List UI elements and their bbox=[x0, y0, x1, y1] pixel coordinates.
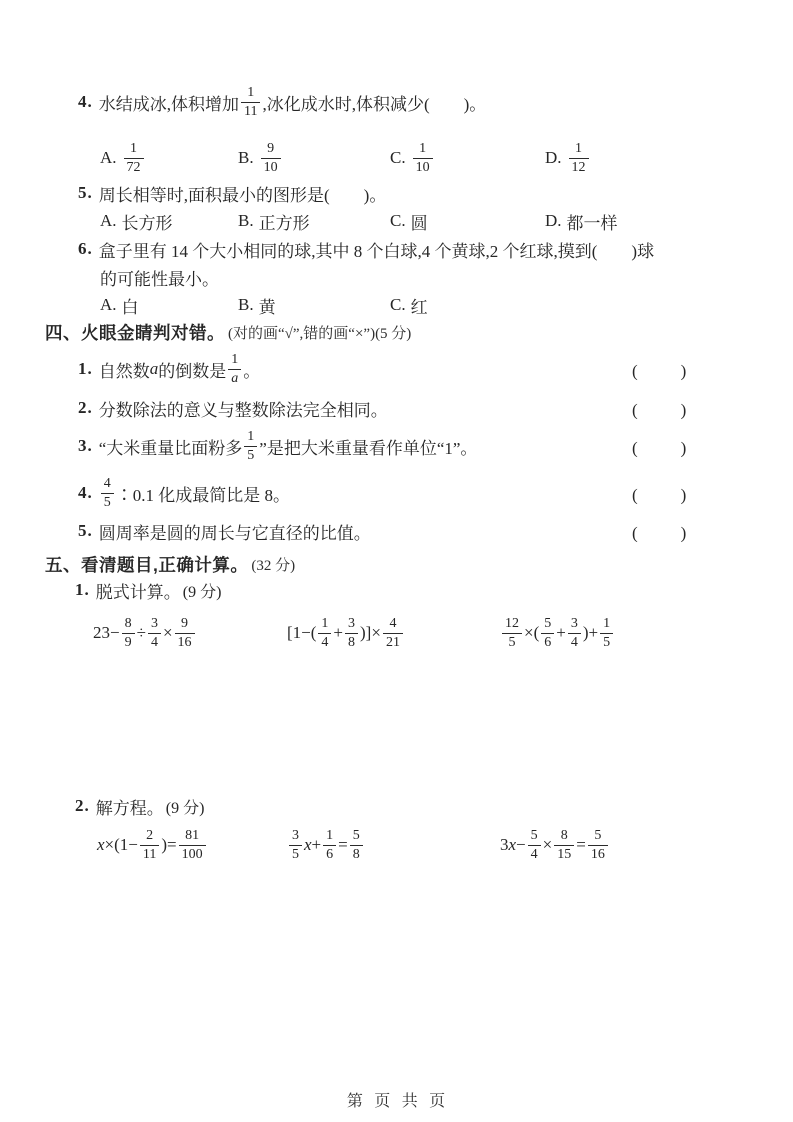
tf-item-5-text: 圆周率是圆的周长与它直径的比值。 bbox=[98, 523, 371, 543]
question-4 bbox=[78, 84, 486, 120]
calc-part-1-score: (9 分) bbox=[182, 583, 222, 601]
tf-item-5-number: 5. bbox=[78, 521, 93, 540]
tf-item-1-answer-blank: ( ) bbox=[632, 361, 690, 381]
calc-part-2-header bbox=[75, 794, 204, 818]
page-footer bbox=[0, 1088, 793, 1111]
tf-item-4-answer-blank: ( ) bbox=[632, 485, 690, 505]
calc-part-2-label: 解方程。 bbox=[95, 798, 164, 818]
calc-part-1-label: 脱式计算。 bbox=[95, 582, 181, 602]
tf-item-2 bbox=[0, 397, 760, 419]
equation-2: $\frac{3}{5}$ x + $\frac{1}{6}$ = $\frac{5}{8}$ bbox=[287, 820, 365, 870]
calc-part-2-number: 2. bbox=[75, 796, 90, 815]
calc-expression-2: [1−( $\frac{1}{4}$ + $\frac{3}{8}$ )]× $\frac{4}{21}$ bbox=[287, 608, 405, 658]
calc-part-1-number: 1. bbox=[75, 580, 90, 599]
tf-item-1-number: 1. bbox=[78, 359, 93, 378]
calc-expression-3: $\frac{12}{5}$ ×( $\frac{5}{6}$ + $\frac{3}{4}$ )+ $\frac{1}{5}$ bbox=[500, 608, 615, 658]
tf-item-5-answer-blank: ( ) bbox=[632, 523, 690, 543]
question-6-text-line2: 的可能性最小。 bbox=[100, 269, 219, 289]
tf-item-4-number: 4. bbox=[78, 483, 93, 502]
question-5-option-d: D. 都一样 bbox=[545, 211, 618, 233]
tf-item-4-text: $\frac{4}{5}$ ∶0.1 化成最简比是 8。 bbox=[99, 475, 290, 511]
question-4-option-c: C. $\frac{1}{10}$ bbox=[390, 136, 435, 180]
question-4-text: 水结成冰,体积增加 $\frac{1}{11}$ ,冰化成水时,体积减少( )。 bbox=[98, 85, 487, 119]
tf-item-2-number: 2. bbox=[78, 398, 93, 417]
question-4-option-b: B. $\frac{9}{10}$ bbox=[238, 136, 283, 180]
calc-part-2-score: (9 分) bbox=[165, 799, 205, 817]
equations-row bbox=[0, 820, 793, 870]
tf-item-3 bbox=[0, 424, 760, 468]
question-5-number: 5. bbox=[78, 183, 93, 202]
question-5-options bbox=[0, 209, 793, 233]
question-6-option-c: C. 红 bbox=[390, 295, 428, 317]
question-6-option-b: B. 黄 bbox=[238, 295, 276, 317]
question-6 bbox=[78, 237, 654, 261]
tf-item-3-number: 3. bbox=[78, 436, 93, 455]
section-4-header bbox=[45, 319, 411, 345]
question-5-option-c: C. 圆 bbox=[390, 211, 428, 233]
calc-part-1-header bbox=[75, 578, 221, 602]
tf-item-5 bbox=[0, 520, 760, 542]
tf-item-1-text: 自然数 a 的倒数是 $\frac{1}{a}$ 。 bbox=[98, 352, 261, 386]
equation-3: 3 x − $\frac{5}{4}$ × $\frac{8}{15}$ = $\frac{5}{16}$ bbox=[500, 820, 610, 870]
question-4-number: 4. bbox=[78, 92, 93, 111]
section-5-score: (32 分) bbox=[251, 557, 296, 574]
question-5-option-b: B. 正方形 bbox=[238, 211, 310, 233]
tf-item-2-answer-blank: ( ) bbox=[632, 400, 690, 420]
question-6-option-a: A. 白 bbox=[100, 295, 139, 317]
calc-expressions-row bbox=[0, 608, 793, 658]
question-4-option-d: D. $\frac{1}{12}$ bbox=[545, 136, 591, 180]
question-5 bbox=[78, 181, 386, 205]
page-footer-text: 第 页 共 页 bbox=[346, 1093, 447, 1110]
question-4-option-a: A. $\frac{1}{72}$ bbox=[100, 136, 146, 180]
tf-item-4 bbox=[0, 471, 760, 515]
section-4-instructions: (对的画“√”,错的画“×”)(5 分) bbox=[228, 325, 412, 342]
tf-item-3-text: “大米重量比面粉多 $\frac{1}{5}$ ”是把大米重量看作单位“1”。 bbox=[98, 429, 478, 463]
question-6-text-line1: 盒子里有 14 个大小相同的球,其中 8 个白球,4 个黄球,2 个红球,摸到( )球 bbox=[98, 241, 655, 261]
calc-expression-1: 23− $\frac{8}{9}$ ÷ $\frac{3}{4}$ × $\frac{9}{16}$ bbox=[93, 608, 197, 658]
tf-item-3-answer-blank: ( ) bbox=[632, 438, 690, 458]
question-6-number: 6. bbox=[78, 239, 93, 258]
question-5-option-a: A. 长方形 bbox=[100, 211, 173, 233]
tf-item-1 bbox=[0, 347, 760, 391]
section-5-title: 五、看清题目,正确计算。 bbox=[45, 554, 249, 575]
question-6-options bbox=[0, 293, 793, 317]
section-5-header bbox=[45, 551, 295, 577]
section-4-title: 四、火眼金睛判对错。 bbox=[45, 322, 225, 343]
equation-1: x ×(1− $\frac{2}{11}$ )= $\frac{81}{100}$ bbox=[97, 820, 208, 870]
question-4-options bbox=[0, 136, 793, 180]
question-5-text: 周长相等时,面积最小的图形是( )。 bbox=[98, 185, 387, 205]
tf-item-2-text: 分数除法的意义与整数除法完全相同。 bbox=[98, 400, 388, 420]
